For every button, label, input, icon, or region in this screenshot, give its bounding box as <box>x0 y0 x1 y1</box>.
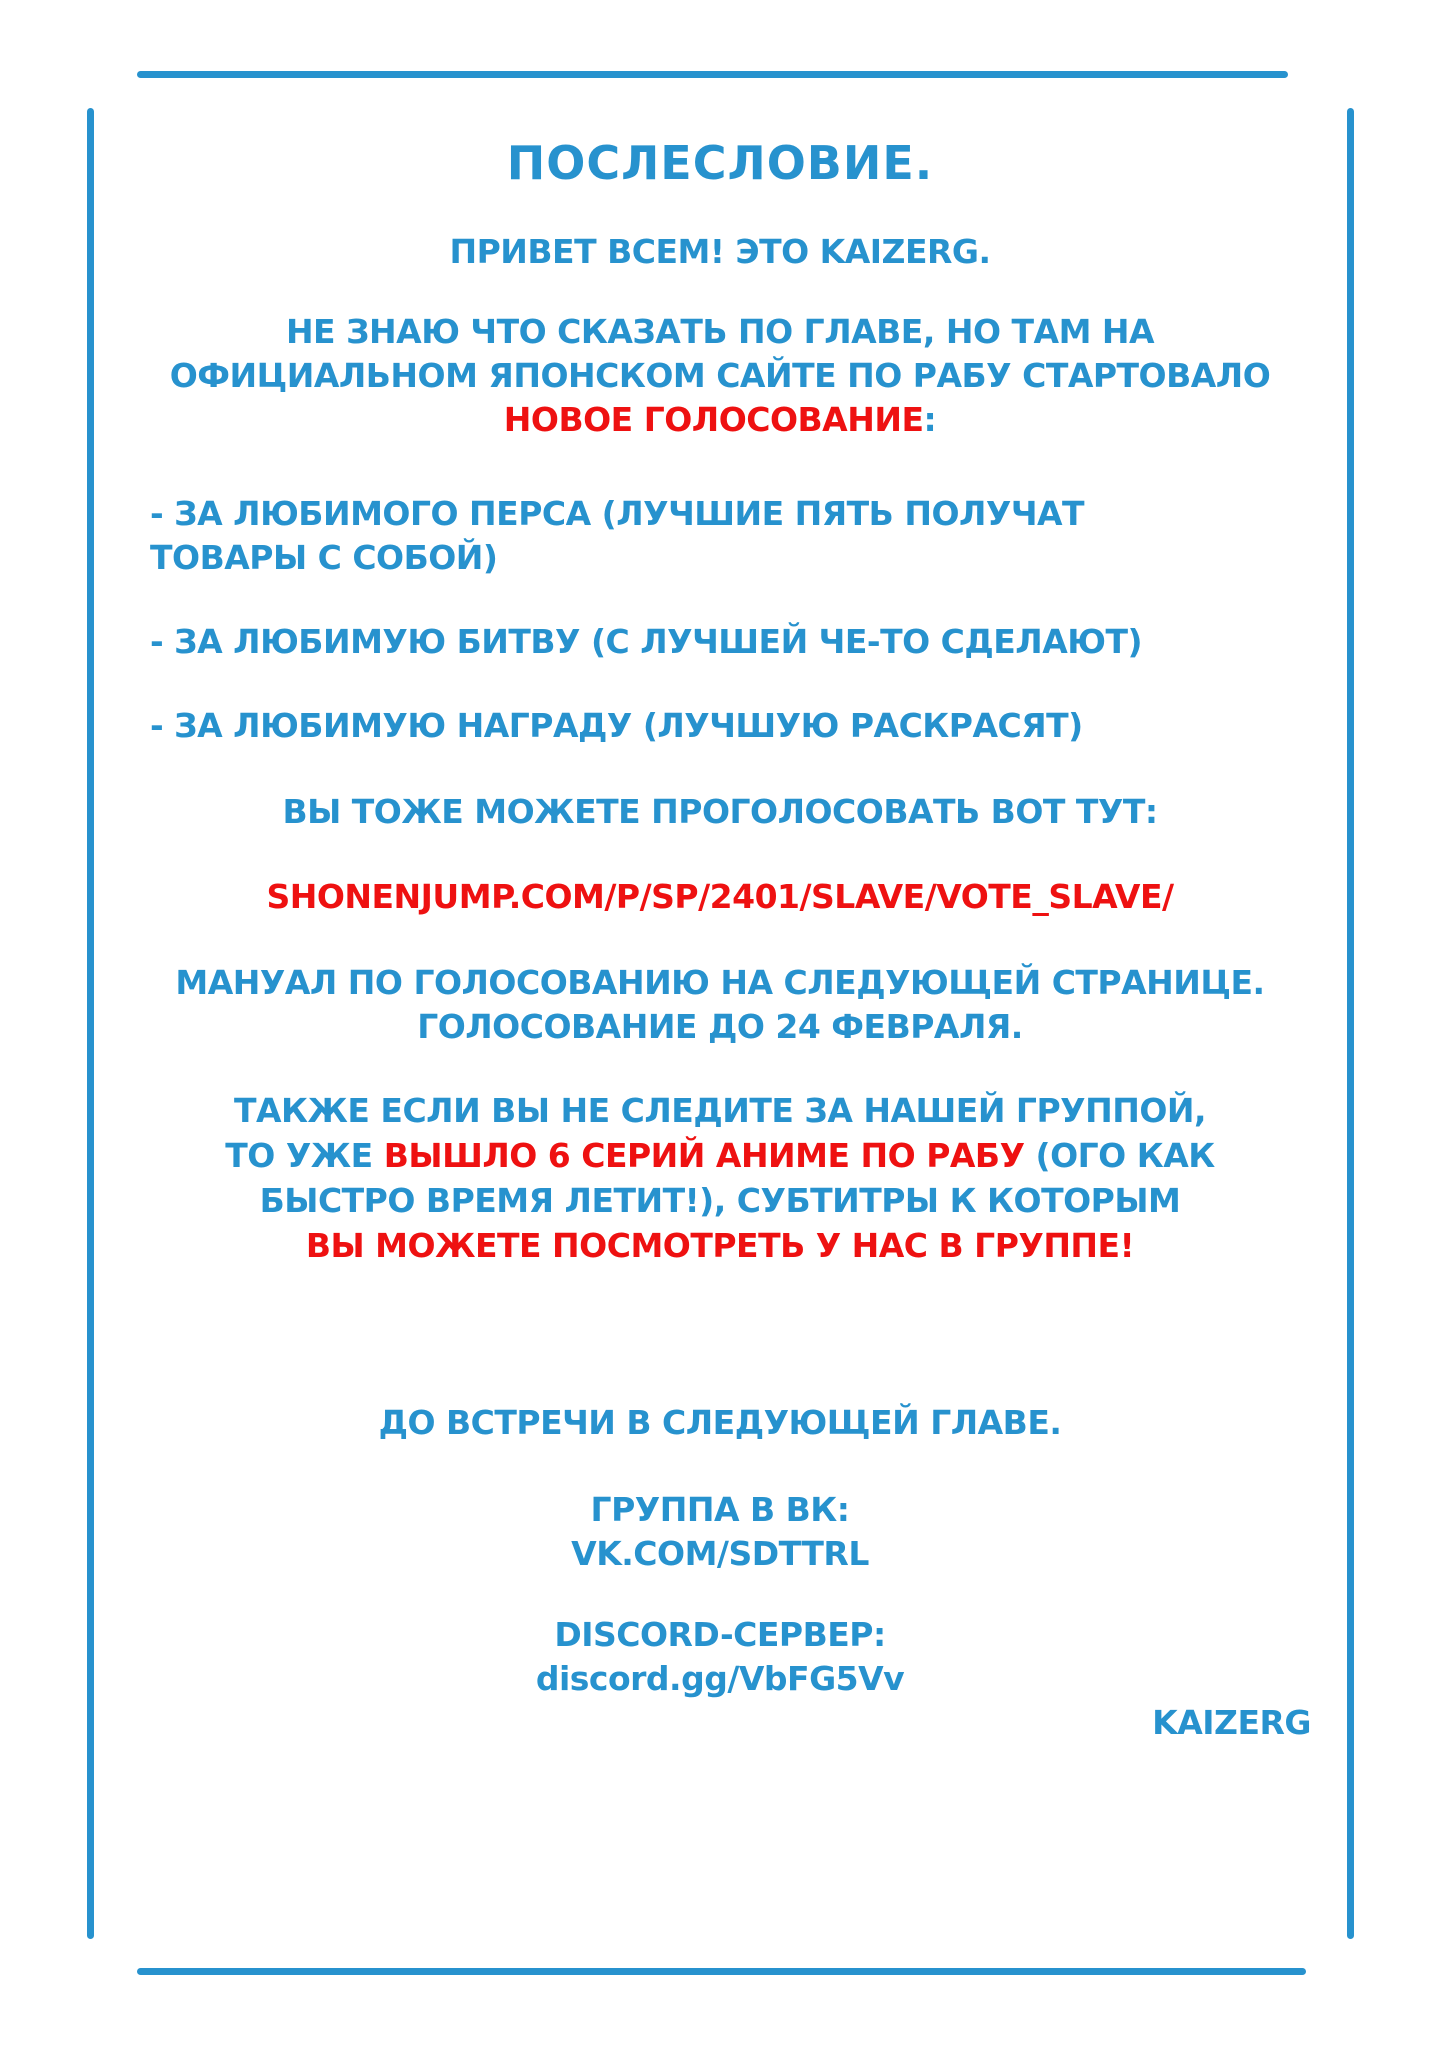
manual-note <box>0 961 1440 1049</box>
text-line <box>0 1701 1311 1745</box>
text-segment: ТОВАРЫ С СОБОЙ) <box>150 538 498 577</box>
vote-item-favorite-character <box>0 492 1440 580</box>
text-line <box>0 1613 1440 1657</box>
text-segment: (ОГО КАК <box>1024 1136 1215 1175</box>
text-line <box>0 354 1440 398</box>
text-line <box>150 704 1440 748</box>
text-segment: DISCORD-СЕРВЕР: <box>554 1615 886 1654</box>
farewell-line <box>0 1401 1440 1445</box>
text-line <box>0 1178 1440 1223</box>
text-segment: - ЗА ЛЮБИМУЮ НАГРАДУ (ЛУЧШУЮ РАСКРАСЯТ) <box>150 706 1083 745</box>
text-line <box>0 1223 1440 1268</box>
text-line <box>150 492 1440 536</box>
text-segment: ПРИВЕТ ВСЕМ! ЭТО KAIZERG. <box>449 232 991 271</box>
text-segment: VK.COM/SDTTRL <box>571 1534 869 1573</box>
text-segment: ПОСЛЕСЛОВИЕ. <box>506 136 934 190</box>
text-segment: ТО УЖЕ <box>225 1136 384 1175</box>
text-segment: - ЗА ЛЮБИМОГО ПЕРСА (ЛУЧШИЕ ПЯТЬ ПОЛУЧАТ <box>150 494 1085 533</box>
text-segment: ТАКЖЕ ЕСЛИ ВЫ НЕ СЛЕДИТЕ ЗА НАШЕЙ ГРУППОЙ, <box>233 1091 1207 1130</box>
text-segment: ОФИЦИАЛЬНОМ ЯПОНСКОМ САЙТЕ ПО РАБУ СТАРТОВАЛО <box>169 356 1271 395</box>
text-segment: БЫСТРО ВРЕМЯ ЛЕТИТ!), СУБТИТРЫ К КОТОРЫМ <box>259 1181 1181 1220</box>
text-segment: SHONENJUMP.COM/P/SP/2401/SLAVE/VOTE_SLAVE/ <box>266 877 1174 916</box>
text-line <box>150 620 1440 664</box>
text-segment: : <box>923 400 937 439</box>
text-segment: ВЫ ТОЖЕ МОЖЕТЕ ПРОГОЛОСОВАТЬ ВОТ ТУТ: <box>282 792 1158 831</box>
text-line <box>0 790 1440 834</box>
vote-url <box>0 875 1440 919</box>
text-segment: ДО ВСТРЕЧИ В СЛЕДУЮЩЕЙ ГЛАВЕ. <box>378 1403 1062 1442</box>
text-segment: ВЫ МОЖЕТЕ ПОСМОТРЕТЬ У НАС В ГРУППЕ! <box>305 1226 1135 1265</box>
text-line <box>0 1005 1440 1049</box>
greeting-line <box>0 230 1440 274</box>
text-segment: НОВОЕ ГОЛОСОВАНИЕ <box>503 400 924 439</box>
text-line <box>0 1532 1440 1576</box>
vote-prompt <box>0 790 1440 834</box>
text-segment: discord.gg/VbFG5Vv <box>535 1659 905 1698</box>
text-segment: - ЗА ЛЮБИМУЮ БИТВУ (С ЛУЧШЕЙ ЧЕ-ТО СДЕЛАЮТ) <box>150 622 1143 661</box>
text-line <box>0 1657 1440 1701</box>
text-segment: НЕ ЗНАЮ ЧТО СКАЗАТЬ ПО ГЛАВЕ, НО ТАМ НА <box>285 312 1155 351</box>
text-line <box>0 875 1440 919</box>
anime-announcement <box>0 1088 1440 1268</box>
text-segment: ГОЛОСОВАНИЕ ДО 24 ФЕВРАЛЯ. <box>417 1007 1023 1046</box>
intro-paragraph <box>0 310 1440 442</box>
text-line <box>0 1133 1440 1178</box>
frame-bottom-line <box>137 1968 1306 1975</box>
text-line <box>0 131 1440 195</box>
vk-group-info <box>0 1488 1440 1576</box>
afterword-title <box>0 131 1440 195</box>
text-line <box>0 310 1440 354</box>
text-segment: ГРУППА В ВК: <box>590 1490 850 1529</box>
text-line <box>0 961 1440 1005</box>
text-segment: МАНУАЛ ПО ГОЛОСОВАНИЮ НА СЛЕДУЮЩЕЙ СТРАНИЦЕ. <box>175 963 1265 1002</box>
vote-item-favorite-reward <box>0 704 1440 748</box>
text-segment: ВЫШЛО 6 СЕРИЙ АНИМЕ ПО РАБУ <box>383 1136 1025 1175</box>
text-line <box>0 230 1440 274</box>
text-line <box>0 1401 1440 1445</box>
vote-item-favorite-battle <box>0 620 1440 664</box>
discord-server-info <box>0 1613 1440 1701</box>
text-line <box>0 398 1440 442</box>
text-line <box>0 1488 1440 1532</box>
text-line <box>150 536 1440 580</box>
text-segment: KAIZERG <box>1152 1703 1311 1742</box>
translator-signature <box>0 1701 1440 1745</box>
text-line <box>0 1088 1440 1133</box>
